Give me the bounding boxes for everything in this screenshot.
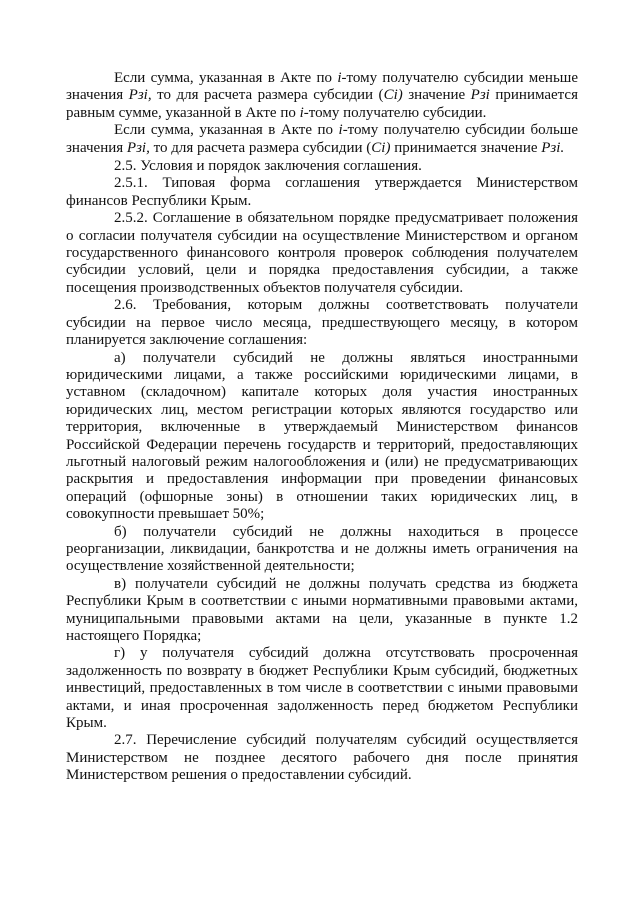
- paragraph-2-6: [66, 297, 578, 349]
- text-run: б) получатели субсидий не должны находиться в процессе реорганизации, ликвидации, банкротства и не должны иметь ограничения на осуществление хозяйственной деятельности;: [66, 523, 578, 575]
- paragraph-2-7: [66, 732, 578, 784]
- italic-term: Рзi: [470, 87, 490, 104]
- item-a-foreign-entities: [66, 350, 578, 524]
- text-run: 2.6. Требования, которым должны соответствовать получатели субсидии на первое число месяца, предшествующего месяцу, в котором планируется заключение соглашения:: [66, 297, 578, 349]
- text-run: принимается равным сумме, указанной в Акте по: [66, 87, 578, 121]
- text-run: 2.5.2. Соглашение в обязательном порядке предусматривает положения о согласии получателя субсидии на осуществление Министерством и органом государственного финансового контроля проверок соблюдения получателем субсидии условий, цели и порядка предоставления субсидии, а также посещения производственных объектов получателя субсидии.: [66, 210, 578, 296]
- item-b-reorganization: [66, 524, 578, 576]
- text-run: то для расчета размера субсидии (: [151, 87, 384, 104]
- text-run: а) получатели субсидий не должны являться иностранными юридическими лицами, а также российскими юридическими лицами, в уставном (складочном) капитале которых доля участия иностранных юридических лиц, местом регистрации которых являются государство или территория, включенные в утверждаемый Министерством финансов Российской Федерации перечень государств и территорий, предоставляющих льготный налоговый режим налогообложения и (или) не предусматривающих раскрытия и предоставления информации при проведении финансовых операций (офшорные зоны) в отношении таких юридических лиц, в совокупности превышает 50%;: [66, 349, 578, 523]
- text-run: -тому получателю субсидии.: [303, 104, 487, 121]
- italic-term: Рзi.: [541, 139, 565, 156]
- paragraph-akt-less: [66, 70, 578, 122]
- italic-term: Ci): [371, 139, 391, 156]
- text-run: -тому получателю субсидии больше значения: [66, 122, 578, 156]
- text-run: то для расчета размера субсидии (: [149, 139, 372, 156]
- text-run: значение: [402, 87, 471, 104]
- paragraph-akt-more: [66, 122, 578, 157]
- text-run: 2.7. Перечисление субсидий получателям субсидий осуществляется Министерством не позднее десятого рабочего дня после принятия Министерством решения о предоставлении субсидий.: [66, 732, 578, 784]
- italic-term: Рзi,: [128, 87, 152, 104]
- italic-term: Ci): [383, 87, 403, 104]
- italic-term: i: [337, 70, 342, 86]
- item-v-other-funds: [66, 576, 578, 646]
- text-run: Если сумма, указанная в Акте по: [114, 122, 339, 139]
- text-run: принимается значение: [390, 139, 542, 156]
- text-run: в) получатели субсидий не должны получать средства из бюджета Республики Крым в соответствии с иными нормативными правовыми актами, муниципальными правовыми актами на цели, указанные в пункте 1.2 настоящего Порядка;: [66, 575, 578, 644]
- text-run: 2.5. Условия и порядок заключения соглашения.: [114, 158, 422, 175]
- text-run: -тому получателю субсидии меньше значения: [66, 70, 578, 104]
- text-run: г) у получателя субсидий должна отсутствовать просроченная задолженность по возврату в бюджет Республики Крым субсидий, бюджетных инвестиций, предоставленных в том числе в соответствии с иными правовыми актами, и иная просроченная задолженность перед бюджетом Республики Крым.: [66, 645, 578, 732]
- paragraph-2-5-2: [66, 210, 578, 297]
- section-2-5-heading: [66, 158, 578, 175]
- italic-term: Рзi,: [126, 139, 150, 156]
- italic-term: i: [338, 122, 343, 139]
- item-g-overdue-debt: [66, 645, 578, 732]
- text-run: 2.5.1. Типовая форма соглашения утверждается Министерством финансов Республики Крым.: [66, 175, 578, 209]
- paragraph-2-5-1: [66, 175, 578, 210]
- italic-term: i: [299, 104, 304, 121]
- text-run: Если сумма, указанная в Акте по: [114, 70, 338, 86]
